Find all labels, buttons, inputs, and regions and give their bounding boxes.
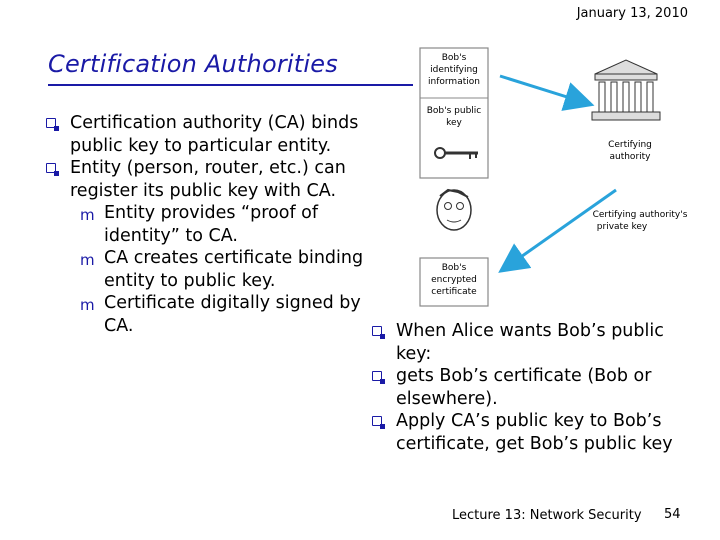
card-text: key bbox=[446, 118, 462, 128]
footer-lecture: Lecture 13: Network Security bbox=[452, 508, 642, 523]
square-bullet-icon bbox=[372, 326, 382, 336]
bullet-text: Entity provides “proof of identity” to CA. bbox=[104, 203, 319, 246]
bullet-item bbox=[44, 157, 364, 202]
card-text: Bob's bbox=[441, 53, 467, 63]
card-text: certificate bbox=[431, 287, 477, 297]
ca-label: authority bbox=[609, 152, 651, 162]
square-bullet-icon bbox=[46, 163, 56, 173]
card-text: Bob's public bbox=[426, 106, 482, 116]
ca-label: Certifying bbox=[608, 140, 652, 150]
private-key-label: Certifying authority's bbox=[592, 210, 688, 220]
square-bullet-icon bbox=[372, 416, 382, 426]
left-bullet-list bbox=[44, 112, 364, 337]
sub-bullet-icon: m bbox=[80, 251, 95, 269]
bullet-text: gets Bob’s certificate (Bob or elsewhere). bbox=[396, 366, 652, 409]
slide-title: Certification Authorities bbox=[48, 50, 338, 78]
slide-date: January 13, 2010 bbox=[576, 6, 688, 21]
arrow-to-ca bbox=[500, 76, 583, 102]
bullet-text: Entity (person, router, etc.) can register its public key with CA. bbox=[70, 158, 346, 201]
card-text: encrypted bbox=[431, 275, 477, 285]
sub-bullet-item bbox=[44, 247, 364, 292]
sub-bullet-item bbox=[44, 292, 364, 337]
bullet-text: Certification authority (CA) binds public key to particular entity. bbox=[70, 113, 359, 156]
card-text: identifying bbox=[430, 65, 478, 75]
square-bullet-icon bbox=[372, 371, 382, 381]
bullet-item bbox=[370, 320, 695, 365]
sub-bullet-icon: m bbox=[80, 206, 95, 224]
title-underline bbox=[48, 84, 413, 86]
bullet-text: Certificate digitally signed by CA. bbox=[104, 293, 361, 336]
square-bullet-icon bbox=[46, 118, 56, 128]
sub-bullet-icon: m bbox=[80, 296, 95, 314]
bullet-text: CA creates certificate binding entity to public key. bbox=[104, 248, 364, 291]
bullet-item bbox=[370, 365, 695, 410]
sub-bullet-item bbox=[44, 202, 364, 247]
bullet-text: Apply CA’s public key to Bob’s certificate, get Bob’s public key bbox=[396, 411, 673, 454]
bob-certificate bbox=[420, 258, 488, 306]
bullet-text: When Alice wants Bob’s public key: bbox=[396, 321, 664, 364]
card-text: Bob's bbox=[441, 263, 467, 273]
page-number: 54 bbox=[664, 507, 681, 522]
private-key-label: private key bbox=[596, 222, 648, 232]
bob-info-card bbox=[420, 48, 488, 178]
bank-building-icon bbox=[592, 60, 660, 120]
right-bullet-list bbox=[370, 320, 695, 455]
card-text: information bbox=[428, 77, 480, 87]
bob-avatar bbox=[437, 190, 471, 230]
certificate-diagram bbox=[400, 40, 700, 310]
bullet-item bbox=[44, 112, 364, 157]
bullet-item bbox=[370, 410, 695, 455]
